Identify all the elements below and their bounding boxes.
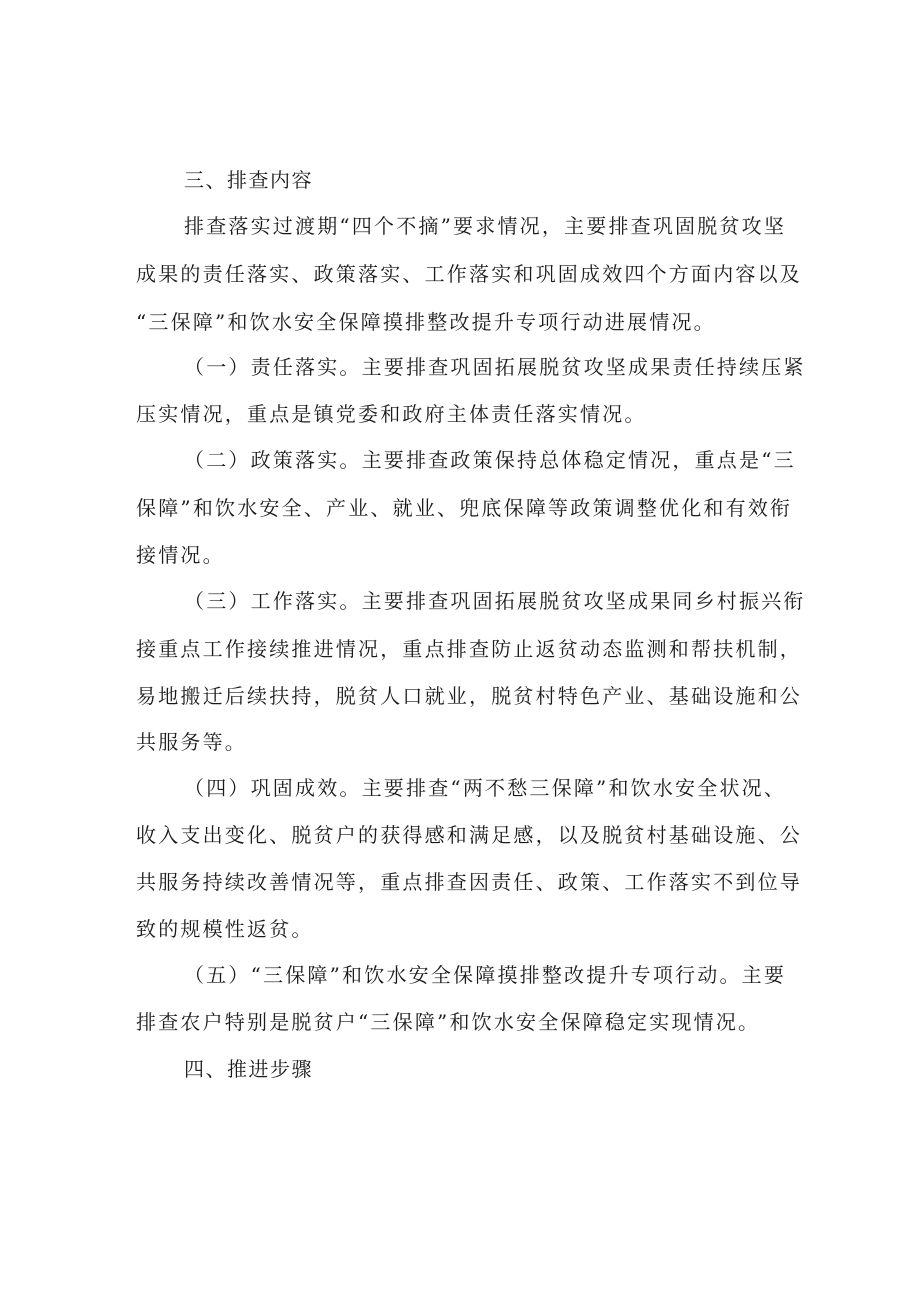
section-heading-4: 四、推进步骤 bbox=[184, 1057, 313, 1081]
paragraph-line: （四）巩固成效。主要排查“两不愁三保障”和饮水安全状况、 bbox=[184, 776, 787, 800]
paragraph-line: “三保障”和饮水安全保障摸排整改提升专项行动进展情况。 bbox=[136, 310, 716, 334]
paragraph-line: （五）“三保障”和饮水安全保障摸排整改提升专项行动。主要 bbox=[184, 963, 787, 987]
section-heading-3: 三、排查内容 bbox=[184, 168, 313, 192]
paragraph-line: 共服务等。 bbox=[136, 730, 247, 754]
paragraph-line: （二）政策落实。主要排查政策保持总体稳定情况，重点是“三 bbox=[184, 448, 796, 472]
paragraph-line: 致的规模性返贫。 bbox=[136, 917, 314, 941]
paragraph-line: 接情况。 bbox=[136, 543, 225, 567]
paragraph-line: 收入支出变化、脱贫户的获得感和满足感，以及脱贫村基础设施、公 bbox=[136, 823, 802, 847]
paragraph-line: 接重点工作接续推进情况，重点排查防止返贫动态监测和帮扶机制， bbox=[136, 637, 802, 661]
paragraph-line: 排查落实过渡期“四个不摘”要求情况，主要排查巩固脱贫攻坚 bbox=[184, 214, 787, 238]
paragraph-line: （三）工作落实。主要排查巩固拓展脱贫攻坚成果同乡村振兴衔 bbox=[184, 589, 806, 613]
paragraph-line: 排查农户特别是脱贫户“三保障”和饮水安全保障稳定实现情况。 bbox=[136, 1010, 761, 1034]
paragraph-line: （一）责任落实。主要排查巩固拓展脱贫攻坚成果责任持续压紧 bbox=[184, 355, 806, 379]
paragraph-line: 保障”和饮水安全、产业、就业、兜底保障等政策调整优化和有效衔 bbox=[136, 496, 793, 520]
paragraph-line: 成果的责任落实、政策落实、工作落实和巩固成效四个方面内容以及 bbox=[136, 262, 802, 286]
paragraph-line: 共服务持续改善情况等，重点排查因责任、政策、工作落实不到位导 bbox=[136, 870, 802, 894]
paragraph-line: 压实情况，重点是镇党委和政府主体责任落实情况。 bbox=[136, 402, 647, 426]
paragraph-line: 易地搬迁后续扶持，脱贫人口就业，脱贫村特色产业、基础设施和公 bbox=[136, 684, 802, 708]
